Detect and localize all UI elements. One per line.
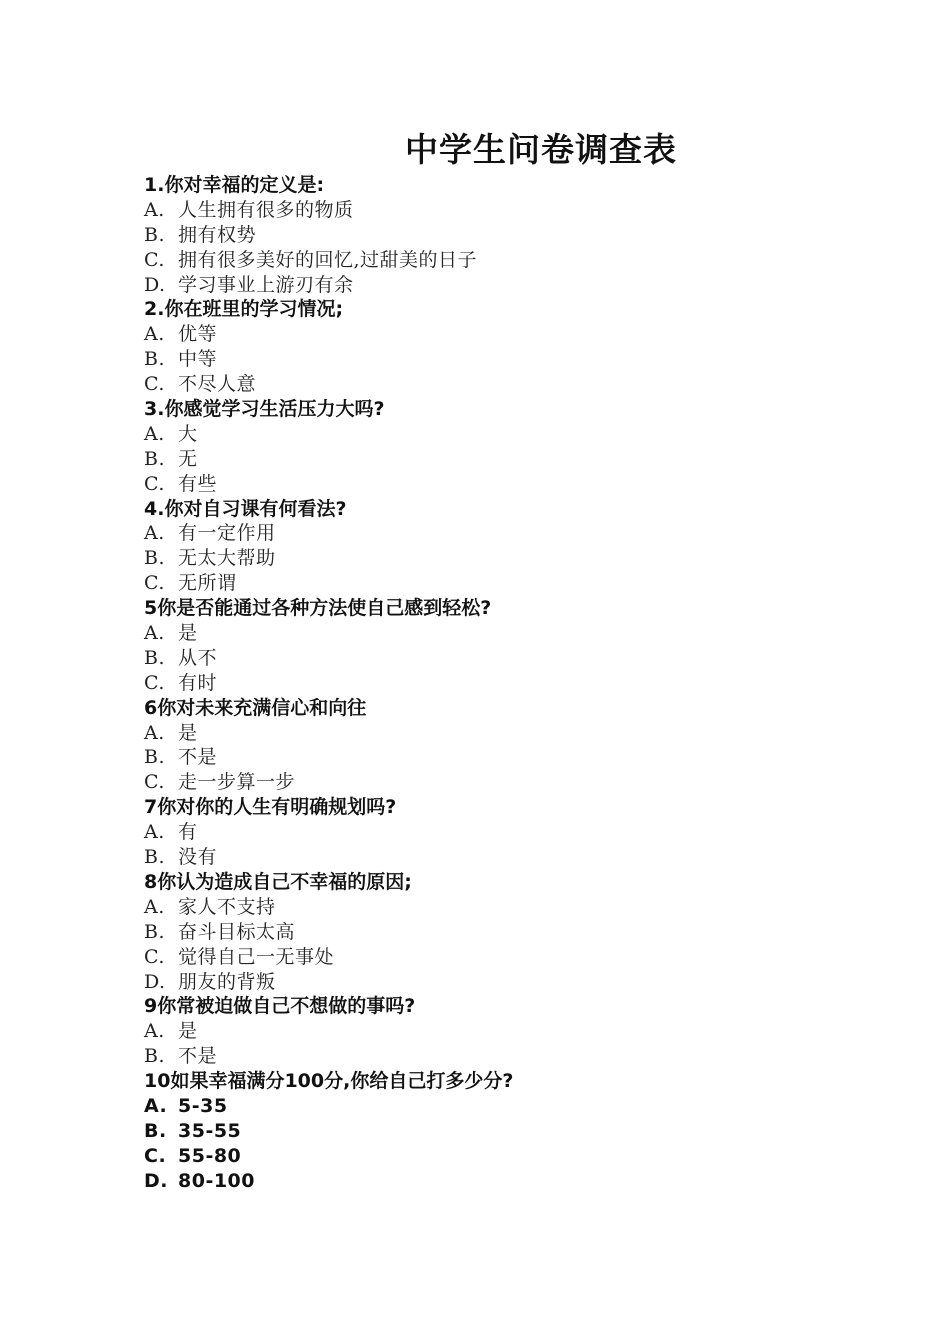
option-text: 拥有很多美好的回忆,过甜美的日子 (178, 248, 478, 271)
answer-option (144, 721, 864, 746)
question-block (144, 1069, 864, 1193)
option-letter: A. (144, 1020, 165, 1043)
answer-option (144, 970, 864, 995)
answer-option (144, 646, 864, 671)
question-text: 2.你在班里的学习情况; (144, 298, 344, 321)
question-block (144, 795, 864, 870)
answer-option (144, 1169, 864, 1194)
answer-option (144, 347, 864, 372)
option-text: 拥有权势 (178, 223, 257, 246)
answer-option (144, 521, 864, 546)
option-letter: B. (144, 646, 166, 669)
option-letter: A. (144, 721, 165, 744)
option-text: 不尽人意 (178, 373, 257, 396)
option-text: 没有 (178, 846, 218, 869)
option-text: 80-100 (178, 1169, 255, 1192)
option-letter: A. (144, 1094, 168, 1117)
answer-option (144, 671, 864, 696)
answer-option (144, 820, 864, 845)
question-text: 8你认为造成自己不幸福的原因; (144, 870, 412, 893)
question-text: 3.你感觉学习生活压力大吗? (144, 398, 385, 421)
question-block (144, 696, 864, 796)
option-letter: B. (144, 348, 166, 371)
option-text: 朋友的背叛 (178, 970, 276, 993)
question-block (144, 870, 864, 994)
option-letter: B. (144, 1045, 166, 1068)
question-block (144, 596, 864, 696)
option-letter: A. (144, 522, 165, 545)
option-letter: A. (144, 821, 165, 844)
option-letter: A. (144, 622, 165, 645)
answer-option (144, 422, 864, 447)
answer-option (144, 945, 864, 970)
question-block (144, 173, 864, 297)
question-text: 7你对你的人生有明确规划吗? (144, 796, 397, 819)
option-letter: C. (144, 945, 165, 968)
question-list (144, 173, 864, 1194)
answer-option (144, 845, 864, 870)
option-letter: C. (144, 671, 165, 694)
option-letter: A. (144, 422, 165, 445)
answer-option (144, 1094, 864, 1119)
answer-option (144, 223, 864, 248)
option-letter: B. (144, 1119, 167, 1142)
answer-option (144, 770, 864, 795)
answer-option (144, 895, 864, 920)
option-letter: B. (144, 447, 166, 470)
option-text: 觉得自己一无事处 (178, 945, 335, 968)
option-text: 人生拥有很多的物质 (178, 198, 354, 221)
answer-option (144, 472, 864, 497)
option-text: 35-55 (178, 1119, 242, 1142)
option-text: 走一步算一步 (178, 771, 296, 794)
question-text: 6你对未来充满信心和向往 (144, 696, 367, 719)
option-letter: C. (144, 1144, 167, 1167)
option-letter: B. (144, 223, 166, 246)
option-text: 从不 (178, 646, 218, 669)
answer-option (144, 1144, 864, 1169)
question-text: 1.你对幸福的定义是: (144, 174, 325, 196)
option-text: 不是 (178, 1045, 218, 1068)
option-letter: A. (144, 198, 165, 221)
answer-option (144, 920, 864, 945)
option-letter: B. (144, 846, 166, 869)
answer-option (144, 198, 864, 223)
option-letter: A. (144, 895, 165, 918)
answer-option (144, 273, 864, 298)
option-letter: B. (144, 746, 166, 769)
option-letter: C. (144, 472, 165, 495)
answer-option (144, 447, 864, 472)
answer-option (144, 372, 864, 397)
option-letter: C. (144, 771, 165, 794)
question-block (144, 297, 864, 397)
question-block (144, 994, 864, 1069)
option-letter: D. (144, 970, 166, 993)
option-text: 无太大帮助 (178, 547, 276, 570)
option-text: 是 (178, 622, 198, 645)
option-letter: D. (144, 1169, 168, 1192)
option-text: 奋斗目标太高 (178, 920, 296, 943)
answer-option (144, 322, 864, 347)
answer-option (144, 621, 864, 646)
answer-option (144, 1019, 864, 1044)
option-text: 家人不支持 (178, 895, 276, 918)
answer-option (144, 745, 864, 770)
page-title: 中学生问卷调查表 (405, 130, 677, 169)
answer-option (144, 248, 864, 273)
option-text: 大 (178, 422, 198, 445)
option-letter: C. (144, 373, 165, 396)
option-text: 有些 (178, 472, 218, 495)
option-letter: A. (144, 323, 165, 346)
option-text: 无 (178, 447, 198, 470)
option-text: 是 (178, 721, 198, 744)
option-text: 5-35 (178, 1094, 228, 1117)
option-letter: C. (144, 572, 165, 595)
option-text: 55-80 (178, 1144, 242, 1167)
answer-option (144, 546, 864, 571)
option-letter: B. (144, 547, 166, 570)
option-text: 有 (178, 821, 198, 844)
option-letter: B. (144, 920, 166, 943)
option-text: 不是 (178, 746, 218, 769)
option-text: 是 (178, 1020, 198, 1043)
question-text: 10如果幸福满分100分,你给自己打多少分? (144, 1070, 514, 1093)
answer-option (144, 1119, 864, 1144)
answer-option (144, 1044, 864, 1069)
question-text: 9你常被迫做自己不想做的事吗? (144, 995, 416, 1018)
option-text: 优等 (178, 323, 218, 346)
question-text: 4.你对自习课有何看法? (144, 497, 347, 520)
answer-option (144, 571, 864, 596)
option-text: 学习事业上游刃有余 (178, 273, 354, 296)
option-text: 中等 (178, 348, 218, 371)
option-letter: C. (144, 248, 165, 271)
option-text: 有时 (178, 671, 218, 694)
question-block (144, 497, 864, 597)
option-letter: D. (144, 273, 166, 296)
option-text: 有一定作用 (178, 522, 276, 545)
question-text: 5你是否能通过各种方法使自己感到轻松? (144, 597, 492, 620)
option-text: 无所谓 (178, 572, 237, 595)
question-block (144, 397, 864, 497)
